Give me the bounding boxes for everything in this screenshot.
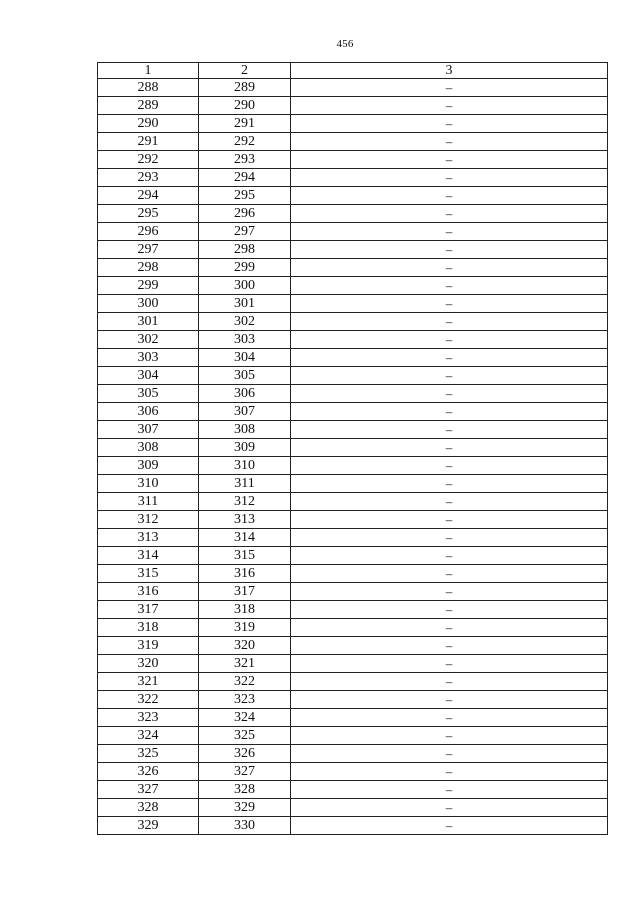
table-cell-col-1: 307	[98, 421, 199, 439]
table-cell-col-1: 317	[98, 601, 199, 619]
table-cell-col-2: 295	[199, 187, 291, 205]
table-cell-col-3: –	[291, 187, 608, 205]
table-cell-col-2: 320	[199, 637, 291, 655]
table-row	[98, 115, 608, 133]
table-cell-col-3: –	[291, 385, 608, 403]
table-row	[98, 583, 608, 601]
table-cell-col-1: 318	[98, 619, 199, 637]
table-row	[98, 673, 608, 691]
table-cell-col-3: –	[291, 403, 608, 421]
table-cell-col-3: –	[291, 259, 608, 277]
table-row	[98, 277, 608, 295]
table-row	[98, 79, 608, 97]
table-row	[98, 313, 608, 331]
table-row	[98, 799, 608, 817]
table-row	[98, 241, 608, 259]
table-row	[98, 619, 608, 637]
table-row	[98, 295, 608, 313]
table-cell-col-2: 300	[199, 277, 291, 295]
table-cell-col-3: –	[291, 295, 608, 313]
table-cell-col-3: –	[291, 799, 608, 817]
table-cell-col-3: –	[291, 457, 608, 475]
table-cell-col-3: –	[291, 763, 608, 781]
table-cell-col-3: –	[291, 133, 608, 151]
table-cell-col-2: 305	[199, 367, 291, 385]
table-cell-col-2: 301	[199, 295, 291, 313]
table-row	[98, 547, 608, 565]
table-row	[98, 169, 608, 187]
table-cell-col-3: –	[291, 475, 608, 493]
table-cell-col-3: –	[291, 709, 608, 727]
page-number: 456	[336, 38, 354, 50]
table-row	[98, 331, 608, 349]
table-cell-col-1: 329	[98, 817, 199, 835]
table-cell-col-1: 323	[98, 709, 199, 727]
table-row	[98, 817, 608, 835]
table-row	[98, 367, 608, 385]
table-cell-col-2: 289	[199, 79, 291, 97]
table-cell-col-2: 324	[199, 709, 291, 727]
table-row	[98, 727, 608, 745]
table-cell-col-2: 329	[199, 799, 291, 817]
table-cell-col-1: 303	[98, 349, 199, 367]
table-cell-col-3: –	[291, 331, 608, 349]
table-row	[98, 421, 608, 439]
table-row	[98, 601, 608, 619]
table-row	[98, 439, 608, 457]
table-cell-col-3: –	[291, 583, 608, 601]
table-cell-col-1: 294	[98, 187, 199, 205]
table-row	[98, 529, 608, 547]
table-cell-col-3: –	[291, 781, 608, 799]
table-cell-col-2: 290	[199, 97, 291, 115]
table-body	[98, 79, 608, 835]
table-cell-col-1: 311	[98, 493, 199, 511]
table-row	[98, 781, 608, 799]
table-row	[98, 691, 608, 709]
table-cell-col-2: 327	[199, 763, 291, 781]
table-cell-col-1: 315	[98, 565, 199, 583]
table-row	[98, 205, 608, 223]
table-cell-col-1: 302	[98, 331, 199, 349]
table-row	[98, 763, 608, 781]
table-cell-col-1: 327	[98, 781, 199, 799]
table-cell-col-2: 311	[199, 475, 291, 493]
table-cell-col-3: –	[291, 115, 608, 133]
table-row	[98, 637, 608, 655]
table-cell-col-2: 328	[199, 781, 291, 799]
table-cell-col-3: –	[291, 619, 608, 637]
table-cell-col-1: 298	[98, 259, 199, 277]
table-cell-col-2: 296	[199, 205, 291, 223]
table-cell-col-3: –	[291, 151, 608, 169]
table-cell-col-1: 295	[98, 205, 199, 223]
table-cell-col-2: 322	[199, 673, 291, 691]
table-cell-col-3: –	[291, 529, 608, 547]
table-cell-col-2: 314	[199, 529, 291, 547]
table-cell-col-1: 292	[98, 151, 199, 169]
table-cell-col-1: 325	[98, 745, 199, 763]
table-row	[98, 133, 608, 151]
table-cell-col-1: 314	[98, 547, 199, 565]
table-cell-col-1: 316	[98, 583, 199, 601]
table-cell-col-2: 326	[199, 745, 291, 763]
table-cell-col-3: –	[291, 79, 608, 97]
table-row	[98, 97, 608, 115]
table-cell-col-2: 309	[199, 439, 291, 457]
table-cell-col-2: 323	[199, 691, 291, 709]
table-cell-col-3: –	[291, 673, 608, 691]
table-row	[98, 511, 608, 529]
table-cell-col-1: 324	[98, 727, 199, 745]
table-cell-col-2: 293	[199, 151, 291, 169]
table-row	[98, 385, 608, 403]
table-cell-col-3: –	[291, 349, 608, 367]
table-cell-col-3: –	[291, 547, 608, 565]
table-cell-col-3: –	[291, 655, 608, 673]
table-cell-col-1: 310	[98, 475, 199, 493]
table-cell-col-1: 288	[98, 79, 199, 97]
table-cell-col-2: 313	[199, 511, 291, 529]
table-row	[98, 187, 608, 205]
table-cell-col-2: 310	[199, 457, 291, 475]
table-cell-col-2: 325	[199, 727, 291, 745]
table-cell-col-1: 305	[98, 385, 199, 403]
table-cell-col-2: 291	[199, 115, 291, 133]
table-row	[98, 349, 608, 367]
table-cell-col-3: –	[291, 439, 608, 457]
table-row	[98, 259, 608, 277]
table-cell-col-2: 297	[199, 223, 291, 241]
table-cell-col-3: –	[291, 565, 608, 583]
table-cell-col-2: 316	[199, 565, 291, 583]
table-cell-col-1: 297	[98, 241, 199, 259]
table-cell-col-1: 313	[98, 529, 199, 547]
table-cell-col-2: 298	[199, 241, 291, 259]
table-cell-col-1: 306	[98, 403, 199, 421]
table-cell-col-1: 290	[98, 115, 199, 133]
table-cell-col-1: 299	[98, 277, 199, 295]
table-cell-col-3: –	[291, 97, 608, 115]
table-cell-col-2: 294	[199, 169, 291, 187]
table-cell-col-2: 292	[199, 133, 291, 151]
table-cell-col-1: 312	[98, 511, 199, 529]
table-row	[98, 151, 608, 169]
table-cell-col-3: –	[291, 313, 608, 331]
table-cell-col-3: –	[291, 637, 608, 655]
table-row	[98, 457, 608, 475]
table-cell-col-2: 307	[199, 403, 291, 421]
table-cell-col-1: 328	[98, 799, 199, 817]
table-row	[98, 655, 608, 673]
table-cell-col-2: 299	[199, 259, 291, 277]
table-cell-col-3: –	[291, 421, 608, 439]
table-cell-col-1: 326	[98, 763, 199, 781]
column-header-3: 3	[291, 63, 608, 79]
table-cell-col-1: 296	[98, 223, 199, 241]
table-row	[98, 565, 608, 583]
table-row	[98, 745, 608, 763]
table-header-row	[98, 63, 608, 79]
table-cell-col-1: 322	[98, 691, 199, 709]
table-cell-col-2: 317	[199, 583, 291, 601]
table-cell-col-3: –	[291, 223, 608, 241]
table-cell-col-3: –	[291, 169, 608, 187]
table-cell-col-1: 301	[98, 313, 199, 331]
table-cell-col-1: 293	[98, 169, 199, 187]
table-row	[98, 223, 608, 241]
table-cell-col-2: 321	[199, 655, 291, 673]
table-cell-col-1: 320	[98, 655, 199, 673]
data-table	[97, 62, 608, 835]
table-cell-col-1: 319	[98, 637, 199, 655]
table-cell-col-3: –	[291, 277, 608, 295]
column-header-1: 1	[98, 63, 199, 79]
table-row	[98, 403, 608, 421]
table-cell-col-2: 306	[199, 385, 291, 403]
table-cell-col-3: –	[291, 367, 608, 385]
table-cell-col-3: –	[291, 241, 608, 259]
column-header-2: 2	[199, 63, 291, 79]
table-cell-col-3: –	[291, 817, 608, 835]
table-cell-col-3: –	[291, 601, 608, 619]
table-cell-col-3: –	[291, 511, 608, 529]
table-cell-col-1: 321	[98, 673, 199, 691]
table-cell-col-2: 304	[199, 349, 291, 367]
table-cell-col-3: –	[291, 493, 608, 511]
table-cell-col-1: 300	[98, 295, 199, 313]
table-cell-col-2: 308	[199, 421, 291, 439]
table-row	[98, 709, 608, 727]
table-cell-col-2: 319	[199, 619, 291, 637]
table-cell-col-2: 315	[199, 547, 291, 565]
table-cell-col-3: –	[291, 205, 608, 223]
table-cell-col-3: –	[291, 727, 608, 745]
table-cell-col-2: 318	[199, 601, 291, 619]
table-cell-col-2: 303	[199, 331, 291, 349]
table-cell-col-1: 309	[98, 457, 199, 475]
table-cell-col-3: –	[291, 691, 608, 709]
table-cell-col-1: 291	[98, 133, 199, 151]
table-cell-col-2: 302	[199, 313, 291, 331]
table-cell-col-2: 330	[199, 817, 291, 835]
table-cell-col-2: 312	[199, 493, 291, 511]
table-row	[98, 493, 608, 511]
table-cell-col-3: –	[291, 745, 608, 763]
table-cell-col-1: 308	[98, 439, 199, 457]
table-cell-col-1: 304	[98, 367, 199, 385]
table-row	[98, 475, 608, 493]
table-cell-col-1: 289	[98, 97, 199, 115]
